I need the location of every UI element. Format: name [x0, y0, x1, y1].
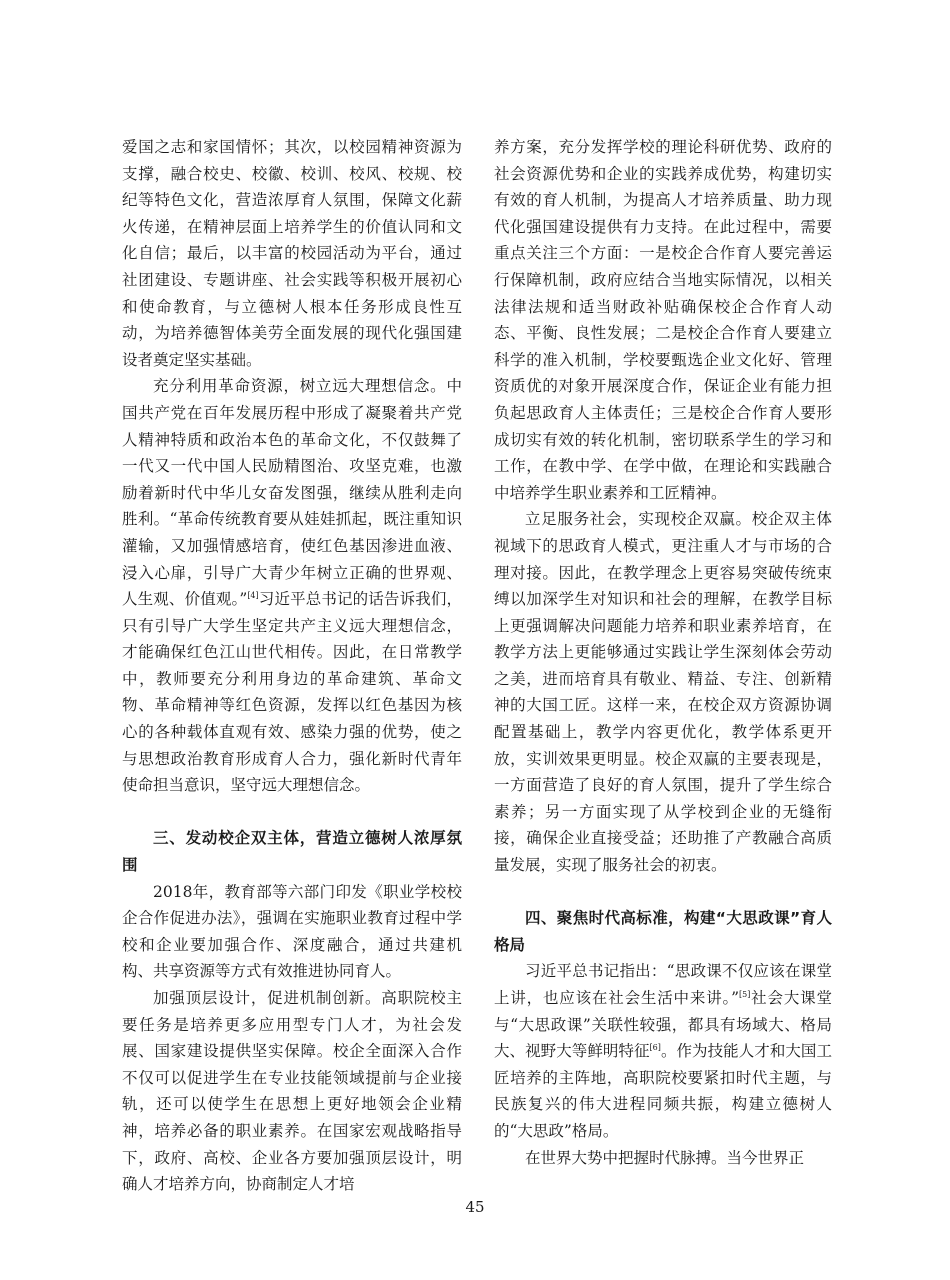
citation-ref: [4]	[247, 591, 259, 601]
text-run: 社会大课堂与“大思政课”关联性较强，都具有场域大、格局大、视野大等鲜明特征	[494, 989, 832, 1061]
paragraph: 2018年，教育部等六部门印发《职业学校校企合作促进办法》，强调在实施职业教育过程中学校和企业要加强合作、深度融合，通过共建机构、共享资源等方式有效推进协同育人。	[122, 882, 462, 981]
page-number: 45	[465, 1198, 485, 1216]
left-column	[122, 134, 462, 1198]
text-run: 习近平总书记的话告诉我们，只有引导广大学生坚定共产主义远大理想信念，才能确保红色江山世代相传。因此，在日常教学中，教师要充分利用身边的革命建筑、革命文物、革命精神等红色资源，发挥以红色基因为核心的各种载体直观有效、感染力强的优势，使之与思想政治教育形成育人合力，强化新时代青年使命担当意识，坚守远大理想信念。	[122, 590, 462, 795]
citation-ref: [5]	[739, 990, 751, 999]
citation-ref: [6]	[649, 1043, 661, 1053]
paragraph: 加强顶层设计，促进机制创新。高职院校主要任务是培养更多应用型专门人才，为社会发展、国家建设提供坚实保障。校企全面深入合作不仅可以促进学生在专业技能领域提前与企业接轨，还可以使学生在思想上更好地领会企业精神，培养必备的职业素养。在国家宏观战略指导下，政府、高校、企业各方要加强顶层设计，明确人才培养方向，协商制定人才培	[122, 989, 462, 1194]
text-run: 习近平总书记指出：“思政课不仅应该在课堂上讲，也应该在社会生活中来讲。”	[494, 962, 832, 1007]
paragraph: 在世界大势中把握时代脉搏。当今世界正	[525, 1148, 805, 1167]
paragraph: 爱国之志和家国情怀；其次，以校园精神资源为支撑，融合校史、校徽、校训、校风、校规、校纪等特色文化，营造浓厚育人氛围，保障文化薪火传递，在精神层面上培养学生的价值认同和文化自信；最后，以丰富的校园活动为平台，通过社团建设、专题讲座、社会实践等积极开展初心和使命教育，与立德树人根本任务形成良性互动，为培养德智体美劳全面发展的现代化强国建设者奠定坚实基础。	[122, 138, 462, 369]
paragraph: 养方案，充分发挥学校的理论科研优势、政府的社会资源优势和企业的实践养成优势，构建切实有效的育人机制，为提高人才培养质量、助力现代化强国建设提供有力支持。在此过程中，需要重点关注三个方面：一是校企合作育人要完善运行保障机制，政府应结合当地实际情况，以相关法律法规和适当财政补贴确保校企合作育人动态、平衡、良性发展；二是校企合作育人要建立科学的准入机制，学校要甄选企业文化好、管理资质优的对象开展深度合作，保证企业有能力担负起思政育人主体责任；三是校企合作育人要形成切实有效的转化机制，密切联系学生的学习和工作，在教中学、在学中做，在理论和实践融合中培养学生职业素养和工匠精神。	[494, 138, 832, 502]
text-run: 。作为技能人才和大国工匠培养的主阵地，高职院校要紧扣时代主题，与民族复兴的伟大进程同频共振，构建立德树人的“大思政”格局。	[494, 1042, 832, 1140]
section-heading: 四、聚焦时代高标准，构建“大思政课”育人格局	[494, 909, 832, 954]
paragraph: 立足服务社会，实现校企双赢。校企双主体视域下的思政育人模式，更注重人才与市场的合理对接。因此，在教学理念上更容易突破传统束缚以加深学生对知识和社会的理解，在教学目标上更强调解决问题能力培养和职业素养培育，在教学方法上更能够通过实践让学生深刻体会劳动之美，进而培育具有敬业、精益、专注、创新精神的大国工匠。这样一来，在校企双方资源协调配置基础上，教学内容更优化，教学体系更开放，实训效果更明显。校企双赢的主要表现是，一方面营造了良好的育人氛围，提升了学生综合素养；另一方面实现了从学校到企业的无缝衔接，确保企业直接受益；还助推了产教融合高质量发展，实现了服务社会的初衷。	[494, 510, 832, 875]
section-heading: 三、发动校企双主体，营造立德树人浓厚氛围	[122, 829, 462, 875]
text-run: 充分利用革命资源，树立远大理想信念。中国共产党在百年发展历程中形成了凝聚着共产党人精神特质和政治本色的革命文化，不仅鼓舞了一代又一代中国人民励精图治、攻坚克难，也激励着新时代中华儿女奋发图强，继续从胜利走向胜利。“革命传统教育要从娃娃抓起，既注重知识灌输，又加强情感培育，使红色基因渗进血液、浸入心扉，引导广大青少年树立正确的世界观、人生观、价值观。”	[122, 377, 462, 609]
paragraph	[494, 958, 832, 1144]
right-column	[494, 134, 832, 1171]
paragraph	[122, 373, 462, 799]
